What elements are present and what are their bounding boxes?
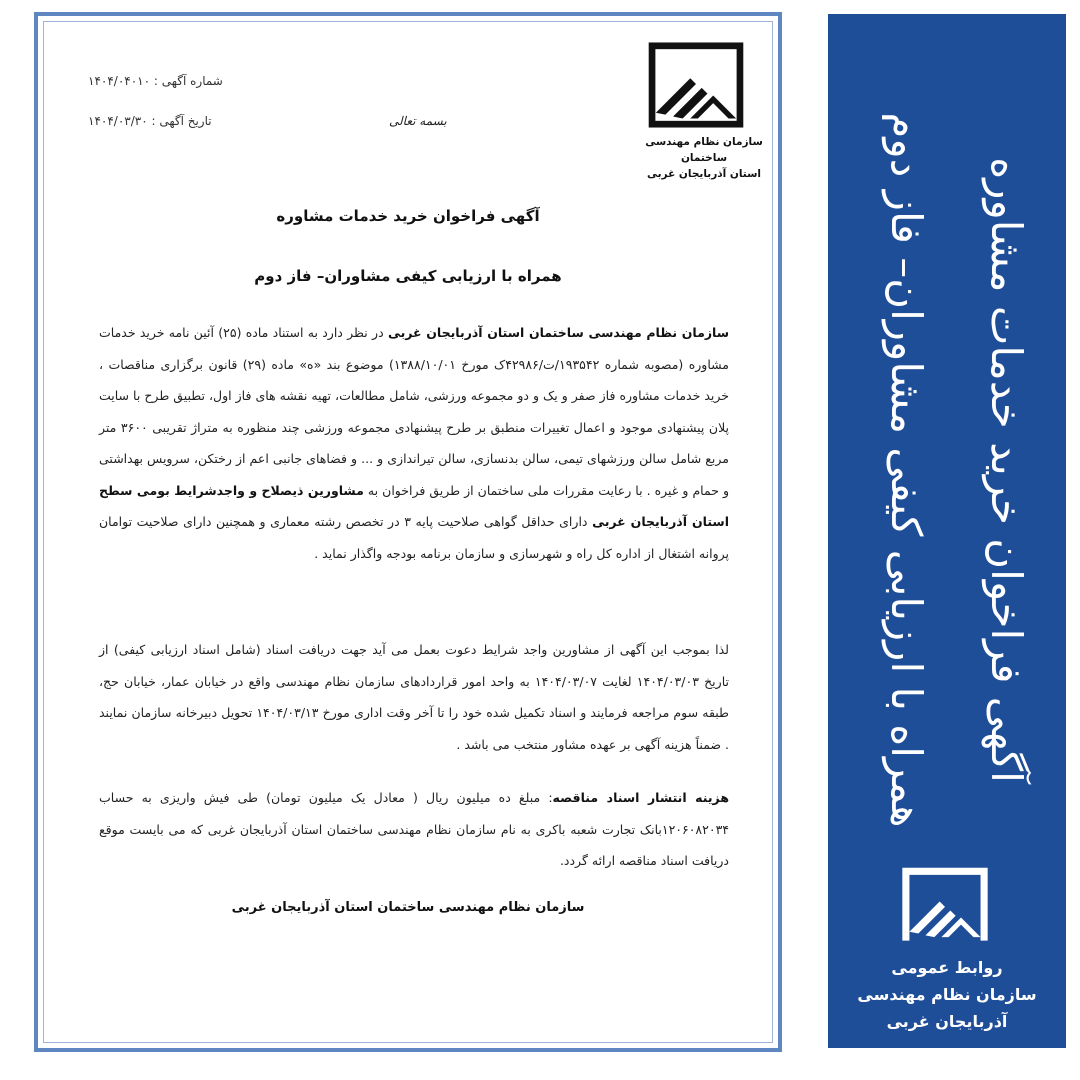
document-title-line2: همراه با ارزیابی کیفی مشاوران– فاز دوم: [254, 267, 562, 285]
panel-caption-line1: روابط عمومی: [891, 958, 1003, 977]
org-logo-line1: سازمان نظام مهندسی ساختمان: [645, 136, 763, 164]
announcement-number: شماره آگهی : ۱۴۰۴/۰۴۰۱۰: [88, 74, 223, 88]
basmala: بسمه تعالی: [389, 114, 447, 128]
announcement-date: تاریخ آگهی : ۱۴۰۴/۰۳/۳۰: [88, 114, 212, 128]
vertical-title-line2: همراه با ارزیابی کیفی مشاوران– فاز دوم: [882, 112, 931, 828]
org-logo-line2: استان آذربایجان غربی: [646, 168, 762, 180]
vertical-title: [836, 0, 1056, 950]
document-cost-label: هزینه انتشار اسناد مناقصه: [552, 790, 729, 805]
document-cost-text: : مبلغ ده میلیون ریال ( معادل یک میلیون تومان) طی فیش واریزی به حساب ۱۲۰۶۰۸۲۰۳۴بانک تجارت شعبه باکری به نام سازمان نظام مهندسی ساختمان استان آذربایجان غربی که می بایست موقع دریافت اسناد مناقصه ارائه گردد.: [99, 790, 729, 868]
side-panel: [828, 14, 1066, 1048]
consultants-bold: مشاورین ذیصلاح و واجدشرایط بومی سطح استان آذربایجان غربی: [99, 482, 729, 529]
document-signature: سازمان نظام مهندسی ساختمان استان آذربایجان غربی: [231, 900, 585, 915]
org-name-bold: سازمان نظام مهندسی ساختمان استان آذربایجان غربی: [387, 325, 730, 340]
panel-caption-line3: آذربایجان غربی: [886, 1012, 1008, 1031]
org-logo-icon: [648, 42, 744, 128]
panel-logo-icon: [891, 866, 999, 946]
paragraph-1: [99, 317, 729, 569]
paragraph-2: لذا بموجب این آگهی از مشاورین واجد شرایط دعوت بعمل می آید جهت دریافت اسناد (شامل اسناد ارزیابی کیفی) از تاریخ ۱۴۰۴/۰۳/۰۳ لغایت ۱۴۰۴/۰۳/۰۷ به واحد امور قراردادهای سازمان نظام مهندسی واقع در خیابان عمار، خیابان حج، طبقه سوم مراجعه فرمایند و اسناد تکمیل شده خود را تا آخر وقت اداری مورخ ۱۴۰۴/۰۳/۱۳ تحویل دبیرخانه سازمان نمایند . ضمناً هزینه آگهی بر عهده مشاور منتخب می باشد .: [99, 642, 729, 752]
paragraph-1-text-a: در نظر دارد به استناد ماده (۲۵) آئین نامه خرید خدمات مشاوره (مصوبه شماره ۱۹۳۵۴۲/ت/۴۲۹۸۶ک مورخ ۱۳۸۸/۱۰/۰۱) موضوع بند «ه» ماده (۲۹) قانون برگزاری مناقصات ، خرید خدمات مشاوره فاز صفر و یک و دو مجموعه ورزشی، شامل مطالعات، تهیه نقشه های فاز اول، تطبیق طرح با سایت پلان پیشنهادی موجود و اعمال تغییرات منطبق بر طرح پیشنهادی مجموعه ورزشی چند منظوره به متراژ تقریبی ۳۶۰۰ متر مربع شامل سالن ورزشهای تیمی، سالن بدنسازی، سالن تیراندازی و ... و فضاهای جانبی اعم از رختکن، سرویس بهداشتی و حمام و غیره . با رعایت مقررات ملی ساختمان از طریق فراخوان به: [99, 325, 730, 498]
paragraph-3: [99, 782, 729, 877]
paragraph-1-text-b: دارای حداقل گواهی صلاحیت پایه ۳ در تخصص رشته معماری و همچنین دارای صلاحیت توامان پروانه اشتغال از اداره کل راه و شهرسازی و سازمان برنامه بودجه واگذار نماید .: [99, 514, 729, 561]
vertical-title-line1: آگهی فراخوان خرید خدمات مشاوره: [982, 157, 1031, 783]
panel-caption: [828, 954, 1066, 1035]
announcement-document: [34, 12, 782, 1052]
document-title-line1: آگهی فراخوان خرید خدمات مشاوره: [276, 207, 540, 225]
org-logo: [644, 42, 764, 182]
document-inner-border: [43, 21, 773, 1043]
panel-caption-line2: سازمان نظام مهندسی: [857, 985, 1037, 1004]
